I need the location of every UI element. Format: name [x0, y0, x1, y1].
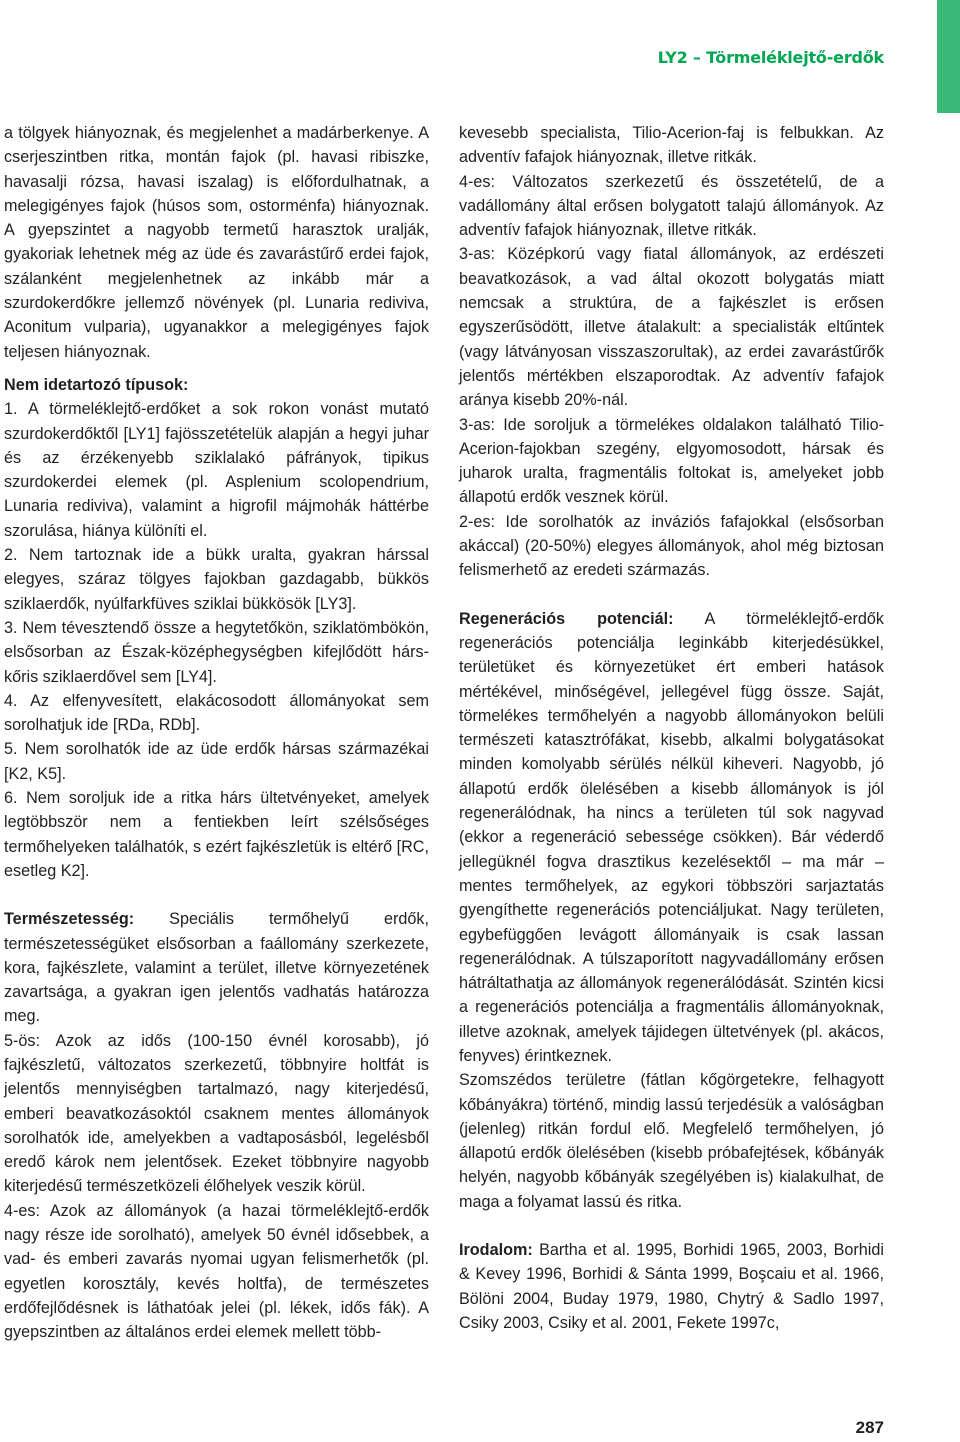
- right-column: [459, 121, 884, 1335]
- grade-2-paragraph: 2-es: Ide sorolhatók az inváziós fafajokkal (elsősorban akáccal) (20-50%) elegyes állományok, ahol még biztosan felismerhető az eredeti származás.: [459, 512, 884, 580]
- grade-4-continued: kevesebb specialista, Tilio-Acerion-faj is felbukkan. Az adventív fafajok hiányoznak, illetve ritkák.: [459, 124, 884, 167]
- list-item: 5. Nem sorolhatók ide az üde erdők hársas származékai [K2, K5].: [4, 740, 429, 783]
- literature-text: Bartha et al. 1995, Borhidi 1965, 2003, Borhidi & Kevey 1996, Borhidi & Sánta 1999, Boşcaiu et al. 1966, Bölöni 2004, Buday 1979, 1980, Chytrý & Sadlo 1997, Csiky 2003, Csiky et al. 2001, Fekete 1997c,: [459, 1241, 884, 1332]
- grade-4-disturbed-paragraph: 4-es: Változatos szerkezetű és összetételű, de a vadállomány által erősen bolygatott talajú állományok. Az adventív fafajok hiányoznak, illetve ritkák.: [459, 172, 884, 240]
- list-item: 2. Nem tartoznak ide a bükk uralta, gyakran hárssal elegyes, száraz tölgyes fajokban gazdagabb, bükkös sziklaerdők, nyúlfarkfüves sziklai bükkösök [LY3].: [4, 546, 429, 613]
- list-item: 1. A törmeléklejtő-erdőket a sok rokon vonást mutató szurdokerdőktől [LY1] fajösszetételük alapján a hegyi juhar és az érzékenyebb sziklalakó páfrányok, tipikus szurdokerdei elemek (pl. Asplenium scolopendrium, Lunaria rediviva), valamint a higrofil májmohák háttérbe szorulása, hiánya különíti el.: [4, 400, 429, 540]
- paragraph-shrub-layer: a tölgyek hiányoznak, és megjelenhet a madárberkenye. A cserjeszintben ritka, montán fajok (pl. havasi ribiszke, havasalji rózsa, havasi iszalag) is előfordulhatnak, a melegigényes fajok (húsos som, ostorménfa) hiányoznak. A gyepszintet a nagyobb termetű harasztok uralják, gyakoriak lehetnek még az üde és zavarástűrő erdei fajok, szálanként megjelenhetnek az inkább már a szurdokerdőkre jellemző növények (pl. Lunaria rediviva, Aconitum vulparia), ugyanakkor a melegigényes fajok teljesen hiányoznak.: [4, 124, 429, 361]
- regeneration-label: Regenerációs potenciál:: [459, 609, 674, 628]
- neighbourhood-paragraph: Szomszédos területre (fátlan kőgörgetekre, felhagyott kőbányákra) történő, mindig lassú terjedésük a valóságban (jelenleg) ritkán fordul elő. Megfelelő termőhelyen, jó állapotú erdők ölelésében (kisebb próbafejtések, kőbányák helyén, nagyobb kőbányák szegélyében is) kialakulhat, de maga a folyamat lassú és ritka.: [459, 1071, 884, 1211]
- chapter-tab-marker: [937, 0, 960, 113]
- grade-4-paragraph: 4-es: Azok az állományok (a hazai törmeléklejtő-erdők nagy része ide sorolható), amelyek 50 évnél idősebbek, a vad- és emberi zavarás nyomai ugyan felismerhetők (pl. egyetlen korosztály, kevés holtfa), de természetes erdőfejlődésnek is láthatóak jelei (pl. lékek, idős fák). A gyepszintben az általános erdei elemek mellett több-: [4, 1201, 429, 1342]
- regeneration-paragraph: [459, 607, 884, 1069]
- literature-label: Irodalom:: [459, 1241, 533, 1260]
- naturalness-text: Speciális termőhelyű erdők, természetességüket elsősorban a faállomány szerkezete, kora, fajkészlete, valamint a terület, illetve környezetének zavartsága, a gyakran igen jelentős vadhatás határozza meg.: [4, 910, 429, 1026]
- heading-not-included-types: Nem idetartozó típusok:: [4, 375, 189, 394]
- grade-3-tilio-paragraph: 3-as: Ide soroljuk a törmelékes oldalakon található Tilio-Acerion-fajokban szegény, elgyomosodott, hársak és juharok uralta, fragmentális foltokat is, amelyeket jobb állapotú erdők vesznek körül.: [459, 415, 884, 507]
- list-item: 3. Nem tévesztendő össze a hegytetőkön, sziklatömbökön, elsősorban az Észak-középhegységben kifejlődött hárs-kőris sziklaerdővel sem [LY4].: [4, 618, 429, 686]
- regeneration-text: A törmeléklejtő-erdők regenerációs potenciálja leginkább kiterjedésükkel, területüket és környezetüket ért emberi hatások mértékével, minőségével, jellegével függ össze. Saját, törmelékes termőhelyén a nagyobb állományokon belüli természeti katasztrófákat, kisebb, alkalmi bolygatásokat minden komolyabb sérülés nélkül kiheveri. Nagyobb, jó állapotú erdők ölelésében a kisebb állományok is jól regenerálódnak, ha nincs a területen túl sok nagyvad (ekkor a regeneráció sebessége csökken). Bár véderdő jellegüknél fogva drasztikus kezelésektől – ma már – mentes termőhelyek, az egykori többszöri sarjaztatás gyengíthette regenerációs potenciáljukat. Nagy területen, egybefüggően levágott állományaik is csak lassan regenerálódnak. A túlszaporított nagyvadállomány erősen hátráltathatja az állományok regenerálódását. Szintén kicsi a regenerációs potenciálja a fragmentális állományoknak, illetve azoknak, amelyek tájidegen ültetvények (pl. akácos, fenyves) érintkeznek.: [459, 609, 884, 1065]
- grade-5-paragraph: 5-ös: Azok az idős (100-150 évnél korosabb), jó fajkészletű, változatos szerkezetű, többnyire holtfát is jelentős mennyiségben tartalmazó, nagy kiterjedésű, emberi beavatkozásoktól csaknem mentes állományok sorolhatók ide, amelyekben a vadtaposásból, legelésből eredő károk nem jelentősek. Ezeket többnyire nagyobb kiterjedésű természetközeli élőhelyek veszik körül.: [4, 1031, 429, 1196]
- left-column: [4, 121, 429, 1345]
- grade-3-young-paragraph: 3-as: Középkorú vagy fiatal állományok, az erdészeti beavatkozások, a vad által okozott bolygatás miatt nemcsak a struktúra, de a fajkészlet is erősen egyszerűsödött, illetve átalakult: a specialisták eltűntek (vagy látványosan visszaszorultak), az erdei zavarástűrők jelentős mértékben elszaporodtak. Az adventív fafajok aránya kisebb 20%-nál.: [459, 245, 884, 410]
- page-number: 287: [855, 1418, 884, 1437]
- running-title: LY2 – Törmeléklejtő-erdők: [657, 48, 884, 67]
- list-item: 4. Az elfenyvesített, elakácosodott állományokat sem sorolhatjuk ide [RDa, RDb].: [4, 691, 429, 735]
- list-item: 6. Nem soroljuk ide a ritka hárs ültetvényeket, amelyek legtöbbször nem a fentiekben leírt szélsőséges termőhelyeken találhatók, s ezért fajkészletük is eltérő [RC, esetleg K2].: [4, 789, 429, 880]
- naturalness-label: Természetesség:: [4, 910, 135, 929]
- literature-paragraph: [459, 1238, 884, 1335]
- naturalness-paragraph: [4, 907, 429, 1028]
